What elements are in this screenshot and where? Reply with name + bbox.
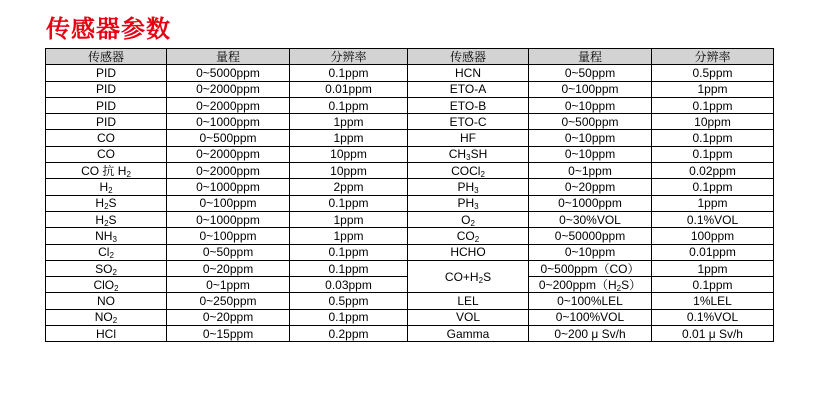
range-cell: 0~1000ppm [167,114,290,130]
resolution-cell: 0.2ppm [290,326,408,342]
table-row [46,228,774,244]
sensor-cell: LEL [408,293,529,309]
range-cell: 0~2000ppm [167,81,290,97]
table-row [46,260,774,276]
table-row [46,179,774,195]
range-cell: 0~50ppm [167,244,290,260]
resolution-cell: 1%LEL [652,293,774,309]
range-cell: 0~500ppm（CO） [529,260,652,276]
resolution-cell: 0.01 μ Sv/h [652,326,774,342]
resolution-cell: 0.5ppm [652,65,774,81]
sensor-cell: $PH_3$ [408,179,529,195]
sensor-cell: CO 抗 $H_2$ [46,163,167,179]
sensor-cell: $PH_3$ [408,195,529,211]
resolution-cell: 1ppm [290,211,408,227]
range-cell: 0~100%LEL [529,293,652,309]
resolution-cell: 10ppm [290,146,408,162]
range-cell: 0~10ppm [529,130,652,146]
resolution-cell: 10ppm [652,114,774,130]
page-title: 传感器参数 [46,16,171,43]
table-row [46,146,774,162]
sensor-cell: $CO+H_2S$ [408,260,529,293]
sensor-cell: $H_2S$ [46,211,167,227]
range-cell: 0~2000ppm [167,97,290,113]
range-cell: 0~100ppm [167,228,290,244]
sensor-cell: PID [46,81,167,97]
range-cell: 0~100ppm [529,81,652,97]
table-row [46,211,774,227]
resolution-cell: 1ppm [290,114,408,130]
range-cell: 0~15ppm [167,326,290,342]
resolution-cell: 0.1%VOL [652,309,774,325]
resolution-cell: 0.1ppm [290,195,408,211]
resolution-cell: 1ppm [652,260,774,276]
range-cell: 0~30%VOL [529,211,652,227]
range-cell: 0~500ppm [529,114,652,130]
range-cell: 0~1000ppm [167,179,290,195]
sensor-cell: ClO$_2$ [46,277,167,293]
table-row [46,195,774,211]
resolution-cell: 0.1ppm [290,65,408,81]
resolution-cell: 0.03ppm [290,277,408,293]
resolution-cell: 0.1ppm [652,130,774,146]
resolution-cell: 0.1ppm [290,260,408,276]
range-cell: 0~200 μ Sv/h [529,326,652,342]
resolution-cell: 0.02ppm [652,163,774,179]
resolution-cell: 0.1ppm [290,97,408,113]
sensor-cell: $H_2$ [46,179,167,195]
sensor-cell: $NH_3$ [46,228,167,244]
sensor-cell: $Cl_2$ [46,244,167,260]
range-cell: 0~1000ppm [167,211,290,227]
resolution-cell: 0.1ppm [652,179,774,195]
range-cell: 0~20ppm [529,179,652,195]
sensor-cell: CO [46,146,167,162]
range-cell: 0~1ppm [167,277,290,293]
sensor-cell: PID [46,65,167,81]
resolution-cell: 0.1ppm [652,277,774,293]
table-row [46,97,774,113]
table-row [46,326,774,342]
sensor-cell: ETO-A [408,81,529,97]
header-sensor: 传感器 [408,49,529,65]
resolution-cell: 0.1ppm [290,244,408,260]
sensor-cell: HCN [408,65,529,81]
sensor-cell: VOL [408,309,529,325]
sensor-cell: COCl$_2$ [408,163,529,179]
sensor-cell: $CO_2$ [408,228,529,244]
header-resolution: 分辨率 [290,49,408,65]
sensor-cell: NO [46,293,167,309]
sensor-cell: $SO_2$ [46,260,167,276]
range-cell: 0~10ppm [529,244,652,260]
range-cell: 0~100%VOL [529,309,652,325]
header-sensor: 传感器 [46,49,167,65]
range-cell: 0~20ppm [167,260,290,276]
range-cell: 0~20ppm [167,309,290,325]
sensor-cell: CO [46,130,167,146]
range-cell: 0~10ppm [529,97,652,113]
resolution-cell: 1ppm [290,130,408,146]
resolution-cell: 1ppm [290,228,408,244]
resolution-cell: 0.01ppm [652,244,774,260]
range-cell: 0~500ppm [167,130,290,146]
table-row [46,81,774,97]
range-cell: 0~1000ppm [529,195,652,211]
resolution-cell: 0.1ppm [290,309,408,325]
sensor-cell: Gamma [408,326,529,342]
range-cell: 0~2000ppm [167,146,290,162]
table-row [46,114,774,130]
sensor-cell: $CH_3SH$ [408,146,529,162]
header-resolution: 分辨率 [652,49,774,65]
range-cell: 0~50000ppm [529,228,652,244]
resolution-cell: 1ppm [652,81,774,97]
table-row [46,130,774,146]
range-cell: 0~50ppm [529,65,652,81]
range-cell: 0~250ppm [167,293,290,309]
range-cell: $0\sim 200ppm(H_2S)$ [529,277,652,293]
sensor-cell: $NO_2$ [46,309,167,325]
range-cell: 0~1ppm [529,163,652,179]
table-row [46,244,774,260]
range-cell: 0~100ppm [167,195,290,211]
sensor-cell: PID [46,114,167,130]
range-cell: 0~5000ppm [167,65,290,81]
sensor-cell: HCHO [408,244,529,260]
resolution-cell: 0.5ppm [290,293,408,309]
resolution-cell: 10ppm [290,163,408,179]
sensor-cell: $O_2$ [408,211,529,227]
table-row [46,293,774,309]
resolution-cell: 1ppm [652,195,774,211]
sensor-cell: ETO-B [408,97,529,113]
resolution-cell: 2ppm [290,179,408,195]
sensor-cell: HF [408,130,529,146]
sensor-cell: PID [46,97,167,113]
table-row [46,309,774,325]
header-range: 量程 [529,49,652,65]
range-cell: 0~2000ppm [167,163,290,179]
table-row [46,65,774,81]
resolution-cell: 0.1%VOL [652,211,774,227]
sensor-cell: HCl [46,326,167,342]
resolution-cell: 0.1ppm [652,97,774,113]
header-range: 量程 [167,49,290,65]
sensor-cell: ETO-C [408,114,529,130]
table-header-row [46,49,774,65]
resolution-cell: 0.01ppm [290,81,408,97]
sensor-spec-table [45,48,774,342]
table-row [46,163,774,179]
sensor-cell: $H_2S$ [46,195,167,211]
resolution-cell: 0.1ppm [652,146,774,162]
resolution-cell: 100ppm [652,228,774,244]
range-cell: 0~10ppm [529,146,652,162]
